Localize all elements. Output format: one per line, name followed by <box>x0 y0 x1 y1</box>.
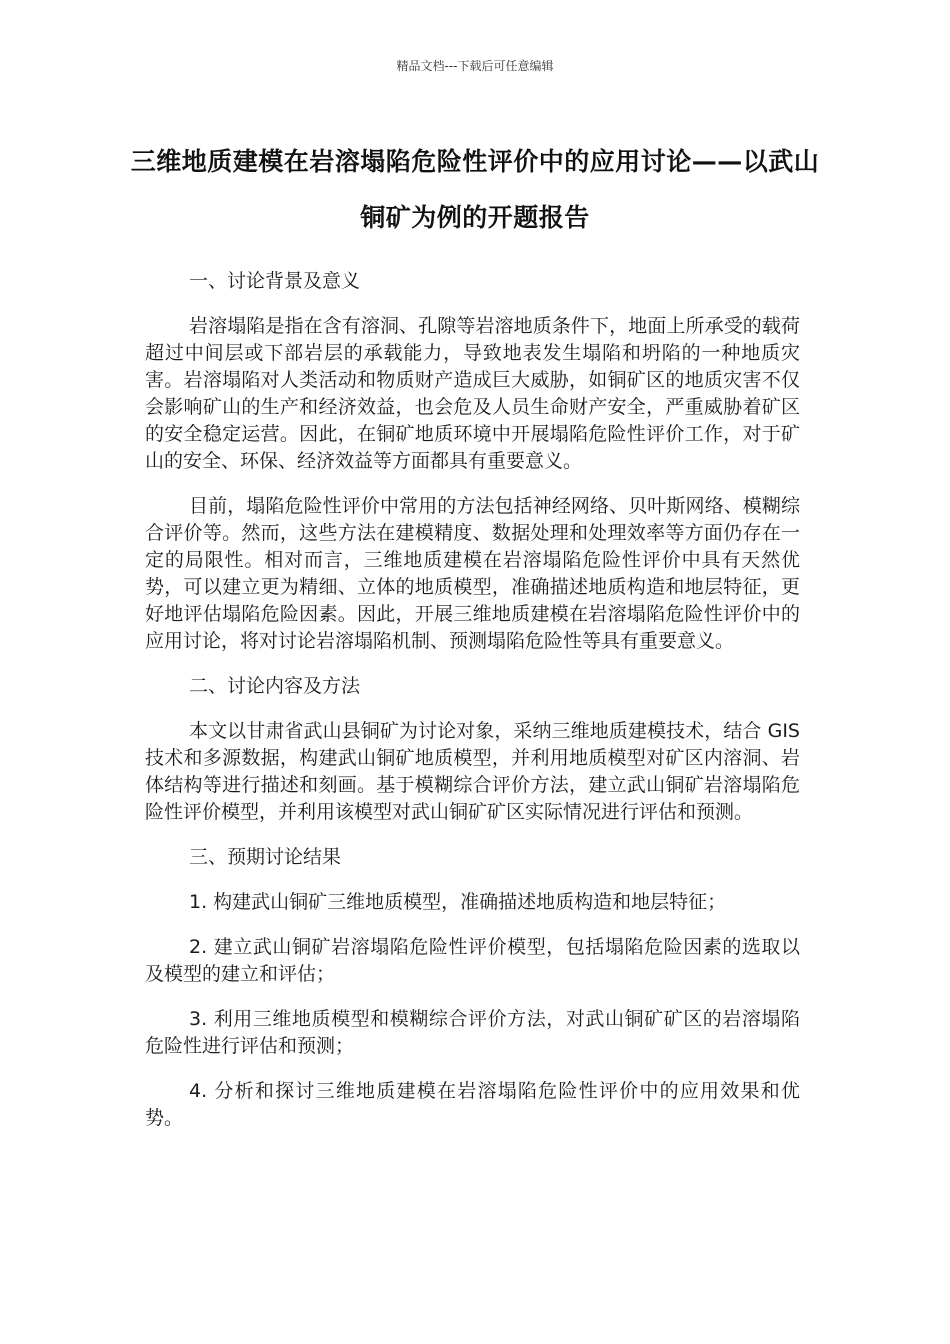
section-heading-expected-results: 三、预期讨论结果 <box>189 846 342 868</box>
list-item: 1. 构建武山铜矿三维地质模型，准确描述地质构造和地层特征； <box>189 891 727 913</box>
list-item: 4. 分析和探讨三维地质建模在岩溶塌陷危险性评价中的应用效果和优势。 <box>145 1080 800 1129</box>
paragraph-background-2: 目前，塌陷危险性评价中常用的方法包括神经网络、贝叶斯网络、模糊综合评价等。然而，这些方法在建模精度、数据处理和处理效率等方面仍存在一定的局限性。相对而言，三维地质建模在岩溶塌陷危险性评价中具有天然优势，可以建立更为精细、立体的地质模型，准确描述地质构造和地层特征，更好地评估塌陷危险因素。因此，开展三维地质建模在岩溶塌陷危险性评价中的应用讨论，将对讨论岩溶塌陷机制、预测塌陷危险性等具有重要意义。 <box>145 495 800 652</box>
document-title: 三维地质建模在岩溶塌陷危险性评价中的应用讨论——以武山铜矿为例的开题报告 <box>130 147 820 232</box>
paragraph-background-1: 岩溶塌陷是指在含有溶洞、孔隙等岩溶地质条件下，地面上所承受的载荷超过中间层或下部岩层的承载能力，导致地表发生塌陷和坍陷的一种地质灾害。岩溶塌陷对人类活动和物质财产造成巨大威胁，如铜矿区的地质灾害不仅会影响矿山的生产和经济效益，也会危及人员生命财产安全，严重威胁着矿区的安全稳定运营。因此，在铜矿地质环境中开展塌陷危险性评价工作，对于矿山的安全、环保、经济效益等方面都具有重要意义。 <box>145 315 800 472</box>
list-item: 3. 利用三维地质模型和模糊综合评价方法，对武山铜矿矿区的岩溶塌陷危险性进行评估和预测； <box>145 1008 800 1057</box>
paragraph-content-methods: 本文以甘肃省武山县铜矿为讨论对象，采纳三维地质建模技术，结合 GIS 技术和多源数据，构建武山铜矿地质模型，并利用地质模型对矿区内溶洞、岩体结构等进行描述和刻画。基于模糊综合评价方法，建立武山铜矿岩溶塌陷危险性评价模型，并利用该模型对武山铜矿矿区实际情况进行评估和预测。 <box>145 720 800 823</box>
section-heading-content-methods: 二、讨论内容及方法 <box>189 675 361 697</box>
page-header: 精品文档---下载后可任意编辑 <box>396 59 554 73</box>
list-item: 2. 建立武山铜矿岩溶塌陷危险性评价模型，包括塌陷危险因素的选取以及模型的建立和评估； <box>145 936 800 985</box>
section-heading-background: 一、讨论背景及意义 <box>189 270 361 292</box>
document-body <box>145 268 800 1150</box>
